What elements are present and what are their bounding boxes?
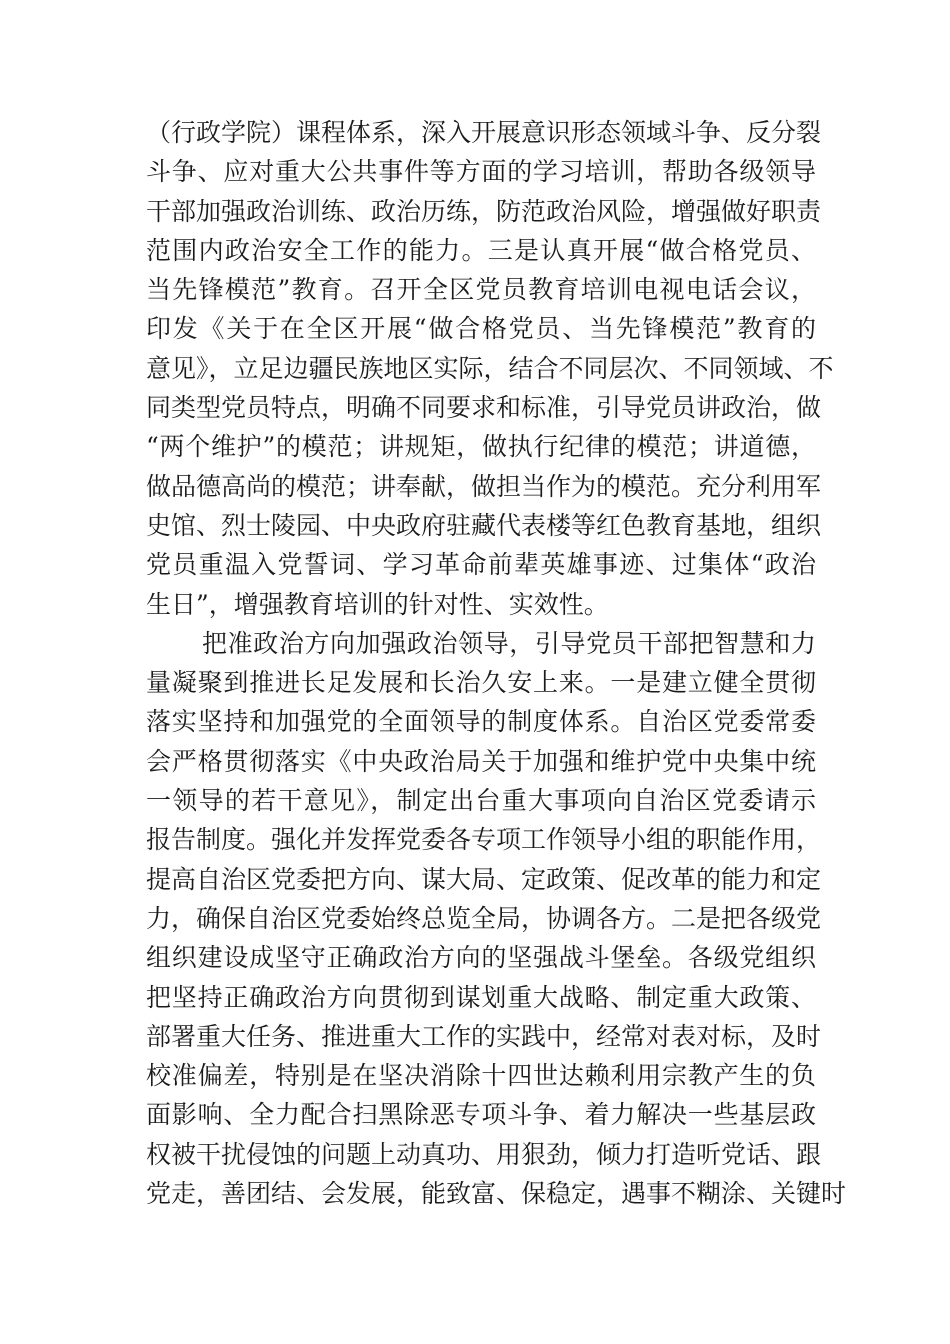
text-line: 组织建设成坚守正确政治方向的坚强战斗堡垒。各级党组织 [146,943,816,973]
paragraph-end-line: 生日”，增强教育培训的针对性、实效性。 [146,589,609,619]
text-line: 权被干扰侵蚀的问题上动真功、用狠劲，倾力打造听党话、跟 [146,1139,822,1169]
text-line: 一领导的若干意见》，制定出台重大事项向自治区党委请示 [146,786,816,816]
text-line: 校准偏差，特别是在坚决消除十四世达赖利用宗教产生的负 [146,1061,816,1091]
text-line: 印发《关于在全区开展“做合格党员、当先锋模范”教育的 [146,314,816,344]
text-line: （行政学院）课程体系，深入开展意识形态领域斗争、反分裂 [146,118,822,147]
paragraph-first-line: 把准政治方向加强政治领导，引导党员干部把智慧和力 [202,628,816,658]
text-line: 力，确保自治区党委始终总览全局，协调各方。二是把各级党 [146,903,822,933]
text-line: 当先锋模范”教育。召开全区党员教育培训电视电话会议， [146,275,816,305]
body-text [146,113,847,1213]
text-line: “两个维护”的模范；讲规矩，做执行纪律的模范；讲道德， [146,432,816,462]
text-line: 量凝聚到推进长足发展和长治久安上来。一是建立健全贯彻 [146,668,816,698]
text-line: 党走，善团结、会发展，能致富、保稳定，遇事不糊涂、关键时 [146,1179,847,1209]
text-line: 面影响、全力配合扫黑除恶专项斗争、着力解决一些基层政 [146,1100,816,1130]
text-line: 做品德高尚的模范；讲奉献，做担当作为的模范。充分利用军 [146,471,822,501]
text-line: 会严格贯彻落实《中央政治局关于加强和维护党中央集中统 [146,746,816,776]
text-line: 斗争、应对重大公共事件等方面的学习培训，帮助各级领导 [146,157,816,187]
text-line: 把坚持正确政治方向贯彻到谋划重大战略、制定重大政策、 [146,982,816,1012]
text-line: 范围内政治安全工作的能力。三是认真开展“做合格党员、 [146,235,816,265]
text-line: 干部加强政治训练、政治历练，防范政治风险，增强做好职责 [146,196,822,226]
text-line: 党员重温入党誓词、学习革命前辈英雄事迹、过集体“政治 [146,550,816,580]
text-line: 意见》，立足边疆民族地区实际，结合不同层次、不同领域、不 [146,353,834,383]
text-line: 部署重大任务、推进重大工作的实践中，经常对表对标，及时 [146,1021,822,1051]
text-line: 报告制度。强化并发挥党委各专项工作领导小组的职能作用， [146,825,822,855]
text-line: 同类型党员特点，明确不同要求和标准，引导党员讲政治，做 [146,393,822,423]
text-line: 史馆、烈士陵园、中央政府驻藏代表楼等红色教育基地，组织 [146,510,822,540]
text-line: 提高自治区党委把方向、谋大局、定政策、促改革的能力和定 [146,864,822,894]
text-line: 落实坚持和加强党的全面领导的制度体系。自治区党委常委 [146,707,816,737]
